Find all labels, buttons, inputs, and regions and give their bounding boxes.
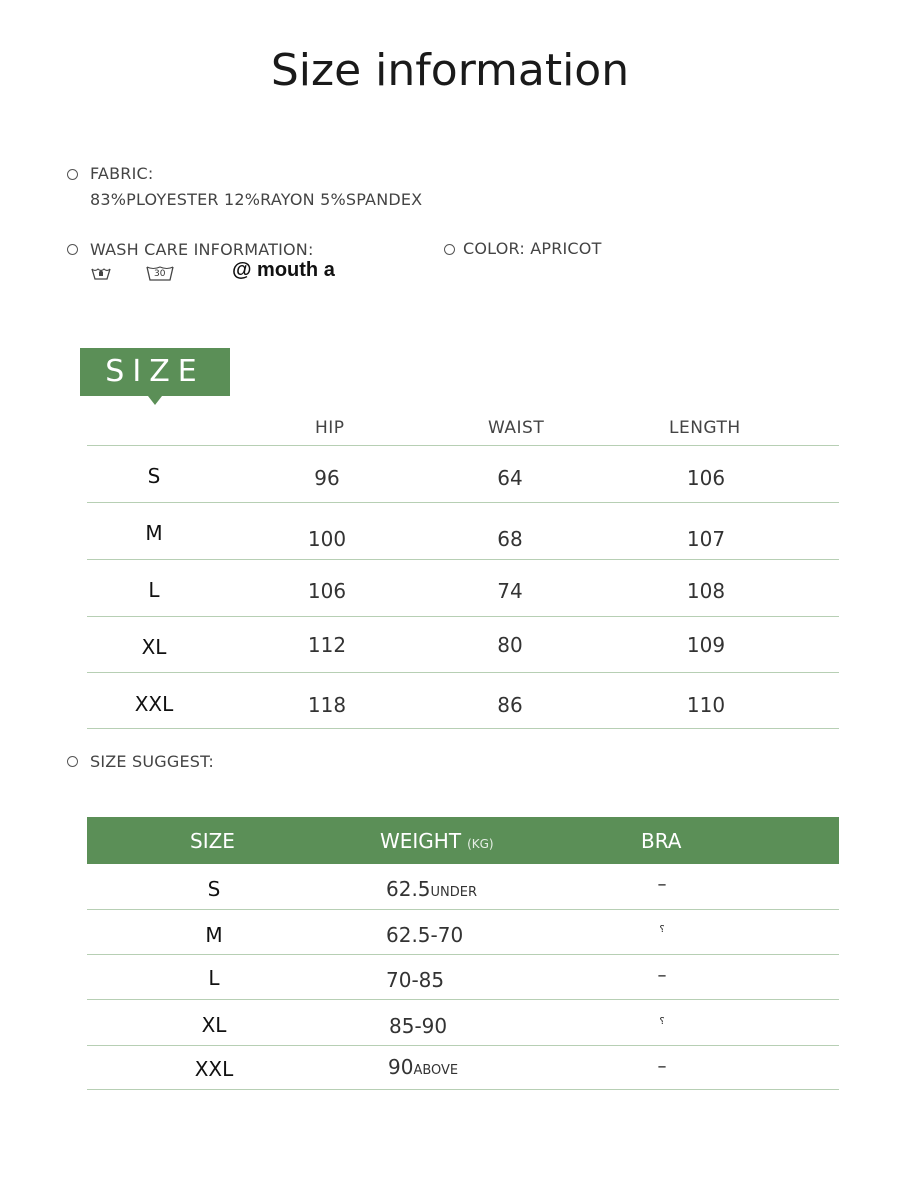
bullet-icon (67, 756, 78, 767)
hand-wash-icon (90, 264, 112, 282)
waist-cell: 74 (497, 579, 523, 603)
size-badge: SIZE (80, 348, 230, 396)
size-badge-pointer (148, 396, 162, 405)
table-divider (87, 728, 839, 729)
wash-care-label: WASH CARE INFORMATION: (90, 240, 314, 259)
weight-suffix: UNDER (430, 885, 478, 900)
hip-cell: 96 (314, 466, 340, 490)
weight-cell (388, 1055, 458, 1079)
length-cell: 107 (686, 527, 726, 551)
table-divider (87, 999, 839, 1000)
fabric-label: FABRIC: (90, 164, 154, 183)
weight-col-label: WEIGHT (380, 829, 462, 853)
length-cell: 110 (686, 693, 726, 717)
bra-cell: – (657, 965, 667, 986)
color-label: COLOR: APRICOT (463, 239, 602, 258)
table-divider (87, 672, 839, 673)
size-cell: M (145, 521, 163, 545)
length-header: LENGTH (669, 418, 741, 438)
table-divider (87, 954, 839, 955)
size-cell: XXL (194, 1057, 234, 1081)
bra-cell: ⸮ (659, 1016, 665, 1027)
waist-cell: 64 (497, 466, 523, 490)
weight-unit: (KG) (467, 837, 494, 851)
hip-header: HIP (315, 418, 345, 438)
hip-cell: 100 (307, 527, 347, 551)
length-cell: 109 (686, 633, 726, 657)
weight-value: 70-85 (386, 968, 445, 992)
hip-cell: 118 (307, 693, 347, 717)
wash-temp-text: 30 (154, 269, 166, 279)
bullet-icon (67, 244, 78, 255)
size-cell: XL (141, 635, 167, 659)
size-cell: L (148, 578, 160, 602)
weight-suffix: ABOVE (413, 1063, 459, 1078)
bullet-icon (444, 244, 455, 255)
page-title: Size information (270, 45, 630, 96)
size-col-header: SIZE (190, 829, 235, 853)
weight-cell (386, 877, 477, 901)
bullet-icon (67, 169, 78, 180)
weight-value: 85-90 (389, 1014, 448, 1038)
weight-col-header (380, 829, 494, 853)
weight-value: 90 (388, 1055, 414, 1079)
waist-cell: 80 (497, 633, 523, 657)
hip-cell: 112 (307, 633, 347, 657)
waist-cell: 68 (497, 527, 523, 551)
size-cell: L (208, 966, 220, 990)
table-divider (87, 559, 839, 560)
weight-value: 62.5 (386, 877, 431, 901)
size-cell: M (205, 923, 223, 947)
length-cell: 108 (686, 579, 726, 603)
watermark: @ mouth a (232, 259, 335, 281)
table-divider (87, 1045, 839, 1046)
table-divider (87, 909, 839, 910)
machine-wash-30-icon (145, 264, 175, 282)
size-cell: XL (201, 1013, 227, 1037)
weight-cell (389, 1014, 447, 1038)
table-divider (87, 616, 839, 617)
bra-cell: – (657, 1056, 667, 1077)
fabric-value: 83%PLOYESTER 12%RAYON 5%SPANDEX (90, 190, 423, 209)
size-cell: S (207, 877, 221, 901)
hip-cell: 106 (307, 579, 347, 603)
size-suggest-label: SIZE SUGGEST: (90, 752, 214, 771)
length-cell: 106 (686, 466, 726, 490)
weight-cell (386, 968, 444, 992)
waist-header: WAIST (488, 418, 545, 438)
bra-col-header: BRA (641, 829, 682, 853)
bra-cell: ⸮ (659, 924, 665, 935)
weight-cell (386, 923, 463, 947)
weight-value: 62.5-70 (386, 923, 464, 947)
bra-cell: – (657, 874, 667, 895)
size-cell: XXL (134, 692, 174, 716)
waist-cell: 86 (497, 693, 523, 717)
table-divider (87, 445, 839, 446)
table-divider (87, 1089, 839, 1090)
size-cell: S (147, 464, 161, 488)
table-divider (87, 502, 839, 503)
